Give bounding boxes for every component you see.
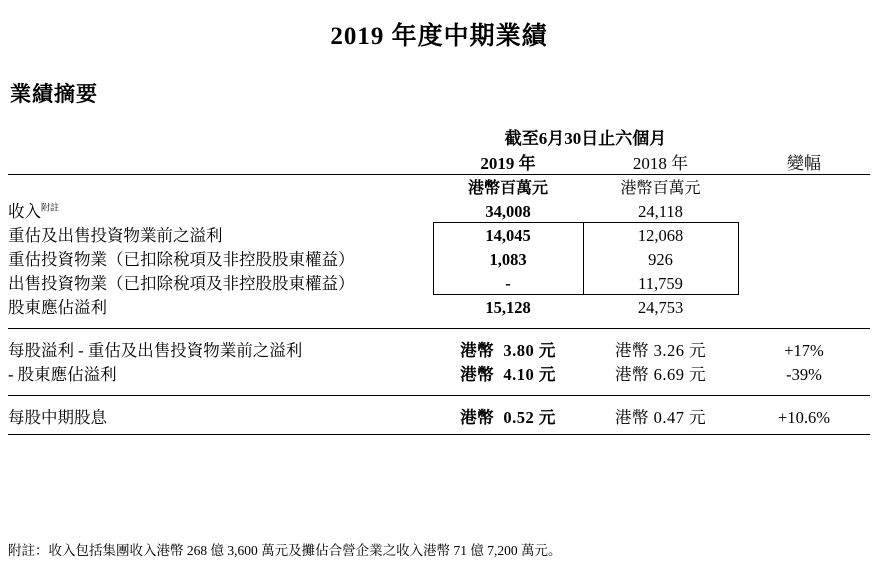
dividend-number: 0.52 [503, 408, 535, 427]
row-change [738, 294, 870, 318]
spacer-cell [583, 435, 738, 436]
currency-label: 港幣 [614, 341, 649, 360]
spacer-cell [8, 149, 433, 175]
table-row [8, 222, 870, 246]
table-header-year-row [8, 149, 870, 175]
eps-value-2018 [583, 361, 738, 385]
spacer-cell [8, 124, 433, 149]
row-value-2018: 11,759 [583, 270, 738, 294]
spacer-cell [8, 175, 433, 199]
spacer-row [8, 385, 870, 396]
dividend-label: 每股中期股息 [8, 396, 433, 435]
table-row [8, 246, 870, 270]
row-change [738, 270, 870, 294]
spacer-cell [583, 318, 738, 329]
eps-value-2018 [583, 329, 738, 362]
dividend-row [8, 396, 870, 435]
row-label: 股東應佔溢利 [8, 298, 107, 317]
unit-2019: 港幣百萬元 [467, 180, 548, 197]
spacer-cell [8, 318, 433, 329]
eps-number: 3.26 [653, 341, 685, 360]
dividend-value-2018 [583, 396, 738, 435]
row-label-footnote-mark: 附註 [41, 202, 60, 213]
eps-value-2019 [433, 361, 583, 385]
footnote: 附註：收入包括集團收入港幣 268 億 3,600 萬元及攤佔合營企業之收入港幣 71 億 7,200 萬元。 [8, 543, 562, 558]
table-bottom-rule-row [8, 435, 870, 436]
results-summary-table [8, 124, 870, 435]
unit-label: 元 [689, 365, 707, 384]
spacer-cell [8, 385, 433, 396]
row-label: 重估及出售投資物業前之溢利 [8, 226, 223, 245]
spacer-cell [583, 385, 738, 396]
row-change [738, 198, 870, 222]
currency-label: 港幣 [614, 365, 649, 384]
spacer-cell [738, 385, 870, 396]
spacer-cell [433, 435, 583, 436]
currency-label: 港幣 [614, 408, 649, 427]
dividend-value-2019 [433, 396, 583, 435]
unit-label: 元 [538, 365, 556, 384]
row-value-2019: 1,083 [433, 246, 583, 270]
unit-label: 元 [689, 408, 707, 427]
column-header-2019: 2019 年 [433, 149, 583, 175]
column-header-2018: 2018 年 [583, 149, 738, 175]
row-value-2019: 34,008 [485, 201, 531, 221]
unit-label: 元 [689, 341, 707, 360]
spacer-cell [433, 385, 583, 396]
dividend-change: +10.6% [738, 396, 870, 435]
eps-change: -39% [786, 365, 822, 384]
row-label-text: 收入 [8, 202, 41, 221]
spacer-cell [738, 175, 870, 199]
row-value-2018: 926 [583, 246, 738, 270]
spacer-cell [433, 318, 583, 329]
unit-label: 元 [538, 341, 556, 360]
eps-value-2019 [433, 329, 583, 362]
column-header-change: 變幅 [738, 149, 870, 175]
row-value-2018: 24,753 [637, 298, 684, 317]
eps-row-label: 每股溢利 - 重估及出售投資物業前之溢利 [8, 329, 433, 362]
row-value-2019: - [433, 270, 583, 294]
eps-row [8, 329, 870, 362]
row-label: 重估投資物業（已扣除稅項及非控股股東權益） [8, 250, 355, 269]
eps-number: 6.69 [653, 365, 685, 384]
row-change [738, 222, 870, 246]
row-value-2018: 12,068 [583, 222, 738, 246]
eps-row [8, 361, 870, 385]
eps-number: 3.80 [503, 341, 535, 360]
unit-2018: 港幣百萬元 [620, 180, 701, 197]
currency-label: 港幣 [460, 341, 495, 360]
eps-number: 4.10 [503, 365, 535, 384]
spacer-row [8, 318, 870, 329]
spacer-cell [738, 435, 870, 436]
row-label: 出售投資物業（已扣除稅項及非控股股東權益） [8, 274, 355, 293]
document-page [0, 16, 878, 567]
spacer-cell [738, 318, 870, 329]
unit-label: 元 [538, 408, 556, 427]
table-row [8, 294, 870, 318]
unit-row [8, 175, 870, 199]
table-row [8, 198, 870, 222]
section-heading: 業績摘要 [10, 83, 98, 106]
page-title: 2019 年度中期業績 [330, 23, 548, 50]
row-value-2018: 24,118 [638, 201, 683, 221]
table-header-period-row [8, 124, 870, 149]
spacer-cell [738, 124, 870, 149]
eps-row-label: - 股東應佔溢利 [8, 365, 117, 384]
spacer-cell [8, 435, 433, 436]
dividend-number: 0.47 [653, 408, 685, 427]
eps-change: +17% [738, 329, 870, 362]
currency-label: 港幣 [460, 365, 495, 384]
row-label [8, 198, 433, 222]
row-value-2019: 14,045 [433, 222, 583, 246]
row-change [738, 246, 870, 270]
table-row [8, 270, 870, 294]
currency-label: 港幣 [460, 408, 495, 427]
period-header: 截至6月30日止六個月 [504, 129, 667, 148]
row-value-2019: 15,128 [485, 298, 531, 317]
